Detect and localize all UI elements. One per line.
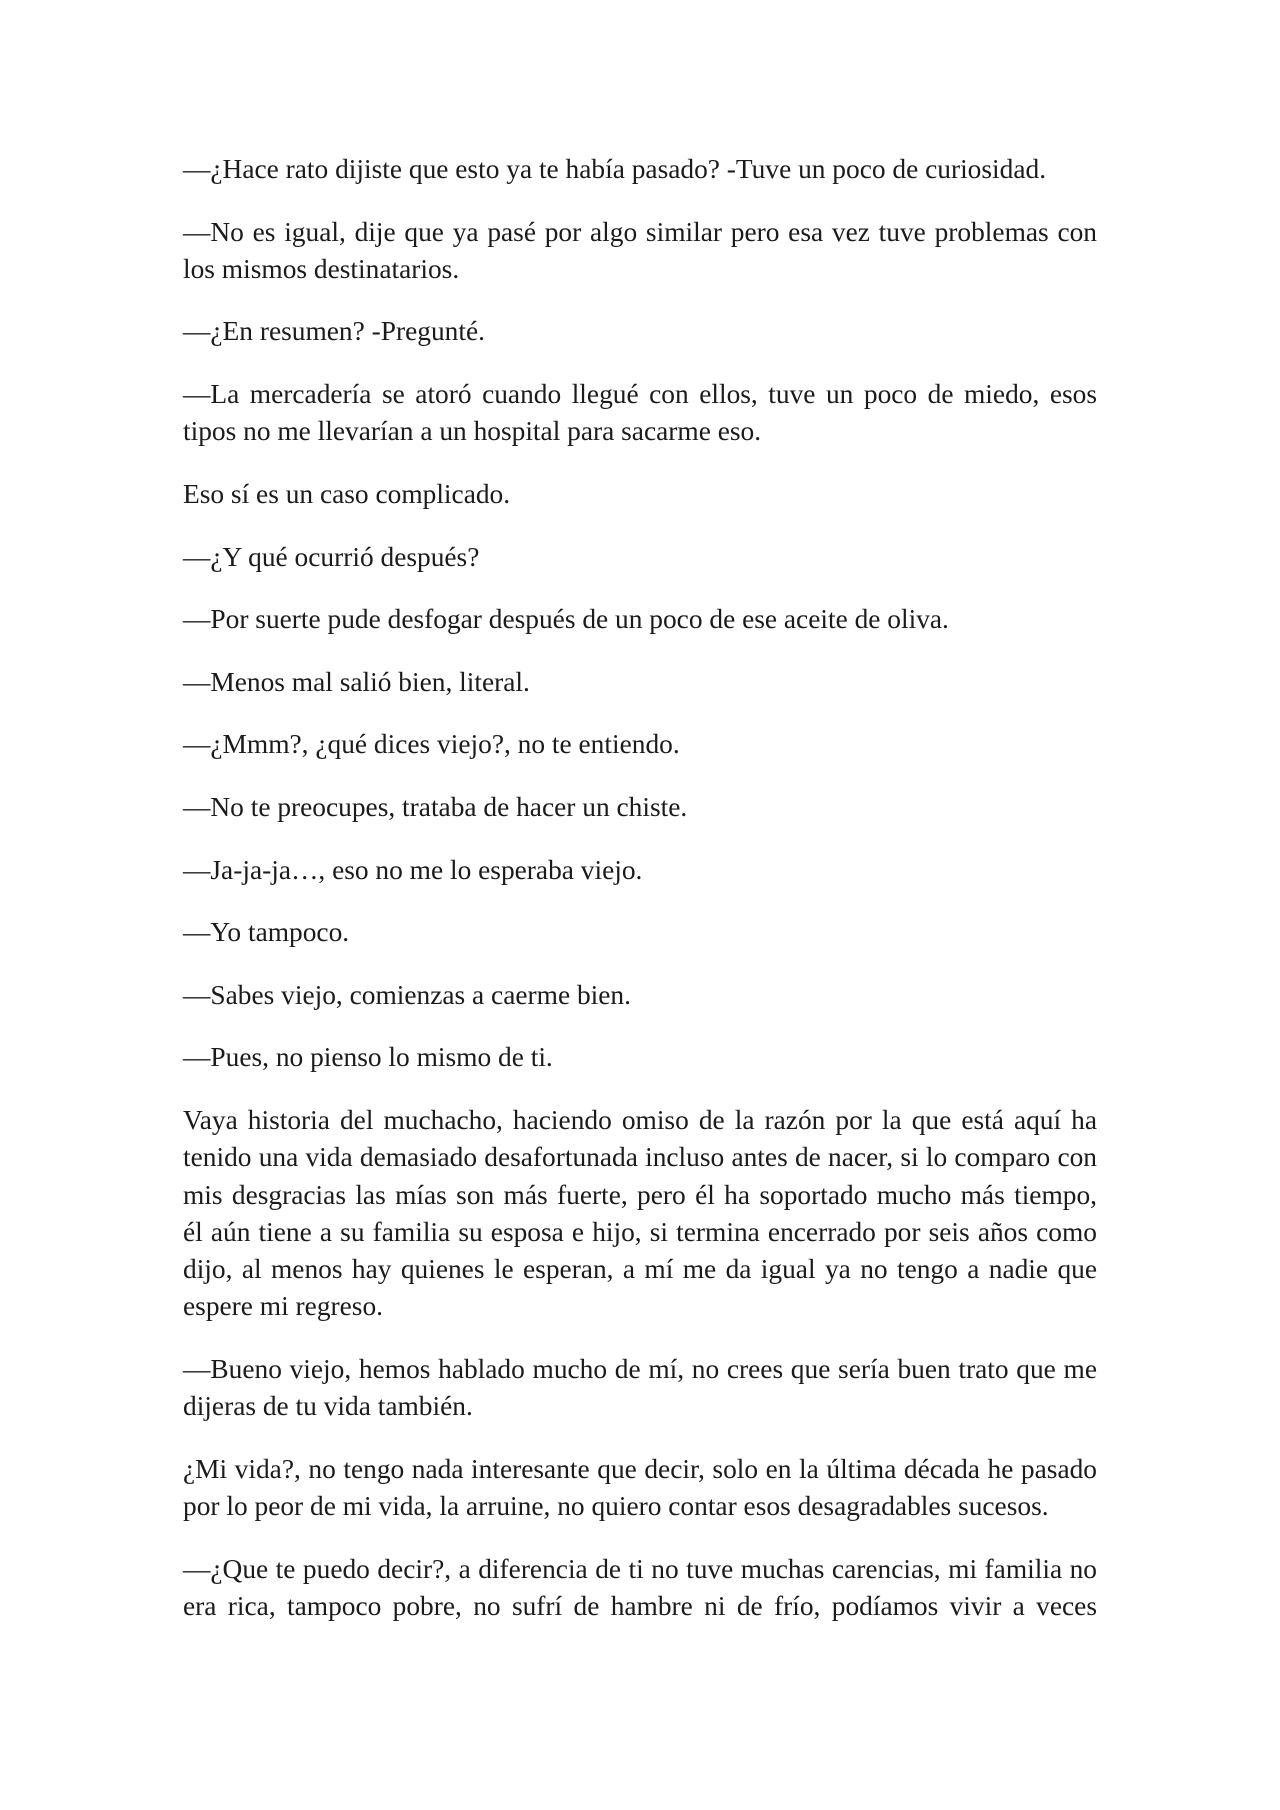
text-line: él aún tiene a su familia su esposa e hijo, si termina encerrado por seis años como	[183, 1216, 1097, 1247]
text-line: —No te preocupes, trataba de hacer un chiste.	[183, 791, 688, 822]
text-line: —Bueno viejo, hemos hablado mucho de mí, no crees que sería buen trato que me	[183, 1353, 1097, 1384]
paragraph	[183, 852, 1097, 889]
text-line: tipos no me llevarían a un hospital para sacarme eso.	[183, 416, 762, 447]
text-line: —Yo tampoco.	[183, 917, 350, 948]
text-line: —¿Hace rato dijiste que esto ya te había pasado? -Tuve un poco de curiosidad.	[183, 154, 1047, 184]
text-line: —La mercadería se atoró cuando llegué con ellos, tuve un poco de miedo, esos	[183, 379, 1097, 410]
paragraph	[183, 476, 1097, 513]
text-line: —No es igual, dije que ya pasé por algo similar pero esa vez tuve problemas con	[183, 216, 1097, 247]
text-line: dijo, al menos hay quienes le esperan, a mí me da igual ya no tengo a nadie que	[183, 1254, 1097, 1285]
text-line: —Pues, no pienso lo mismo de ti.	[183, 1042, 553, 1073]
paragraph	[183, 726, 1097, 763]
text-line: —¿Y qué ocurrió después?	[183, 541, 480, 572]
paragraph	[183, 151, 1097, 188]
text-line: Vaya historia del muchacho, haciendo omiso de la razón por la que está aquí ha	[183, 1104, 1097, 1135]
text-line: —Ja-ja-ja…, eso no me lo esperaba viejo.	[183, 854, 643, 885]
text-line: —¿Que te puedo decir?, a diferencia de ti no tuve muchas carencias, mi familia no	[183, 1553, 1097, 1584]
paragraph	[183, 1351, 1097, 1426]
text-line: —¿Mmm?, ¿qué dices viejo?, no te entiendo.	[183, 729, 680, 760]
paragraph	[183, 376, 1097, 451]
paragraph	[183, 214, 1097, 289]
text-line: tenido una vida demasiado desafortunada incluso antes de nacer, si lo comparo con	[183, 1142, 1097, 1173]
text-line: Eso sí es un caso complicado.	[183, 478, 511, 509]
text-line: —¿En resumen? -Pregunté.	[183, 316, 485, 347]
text-line: era rica, tampoco pobre, no sufrí de hambre ni de frío, podíamos vivir a veces	[183, 1591, 1097, 1622]
paragraph	[183, 1451, 1097, 1526]
paragraph	[183, 664, 1097, 701]
body-text	[183, 151, 1097, 1651]
text-line: espere mi regreso.	[183, 1291, 384, 1322]
paragraph	[183, 1039, 1097, 1076]
paragraph	[183, 601, 1097, 638]
paragraph	[183, 1551, 1097, 1626]
paragraph	[183, 539, 1097, 576]
text-line: ¿Mi vida?, no tengo nada interesante que decir, solo en la última década he pasado	[183, 1453, 1097, 1484]
text-line: —Menos mal salió bien, literal.	[183, 666, 530, 697]
paragraph	[183, 1102, 1097, 1326]
paragraph	[183, 977, 1097, 1014]
text-line: dijeras de tu vida también.	[183, 1391, 473, 1422]
text-line: mis desgracias las mías son más fuerte, pero él ha soportado mucho más tiempo,	[183, 1179, 1097, 1210]
text-line: —Por suerte pude desfogar después de un poco de ese aceite de oliva.	[183, 604, 949, 635]
paragraph	[183, 789, 1097, 826]
text-line: —Sabes viejo, comienzas a caerme bien.	[183, 979, 631, 1010]
paragraph	[183, 313, 1097, 350]
text-line: por lo peor de mi vida, la arruine, no quiero contar esos desagradables sucesos.	[183, 1491, 1049, 1522]
paragraph	[183, 914, 1097, 951]
text-line: los mismos destinatarios.	[183, 253, 460, 284]
